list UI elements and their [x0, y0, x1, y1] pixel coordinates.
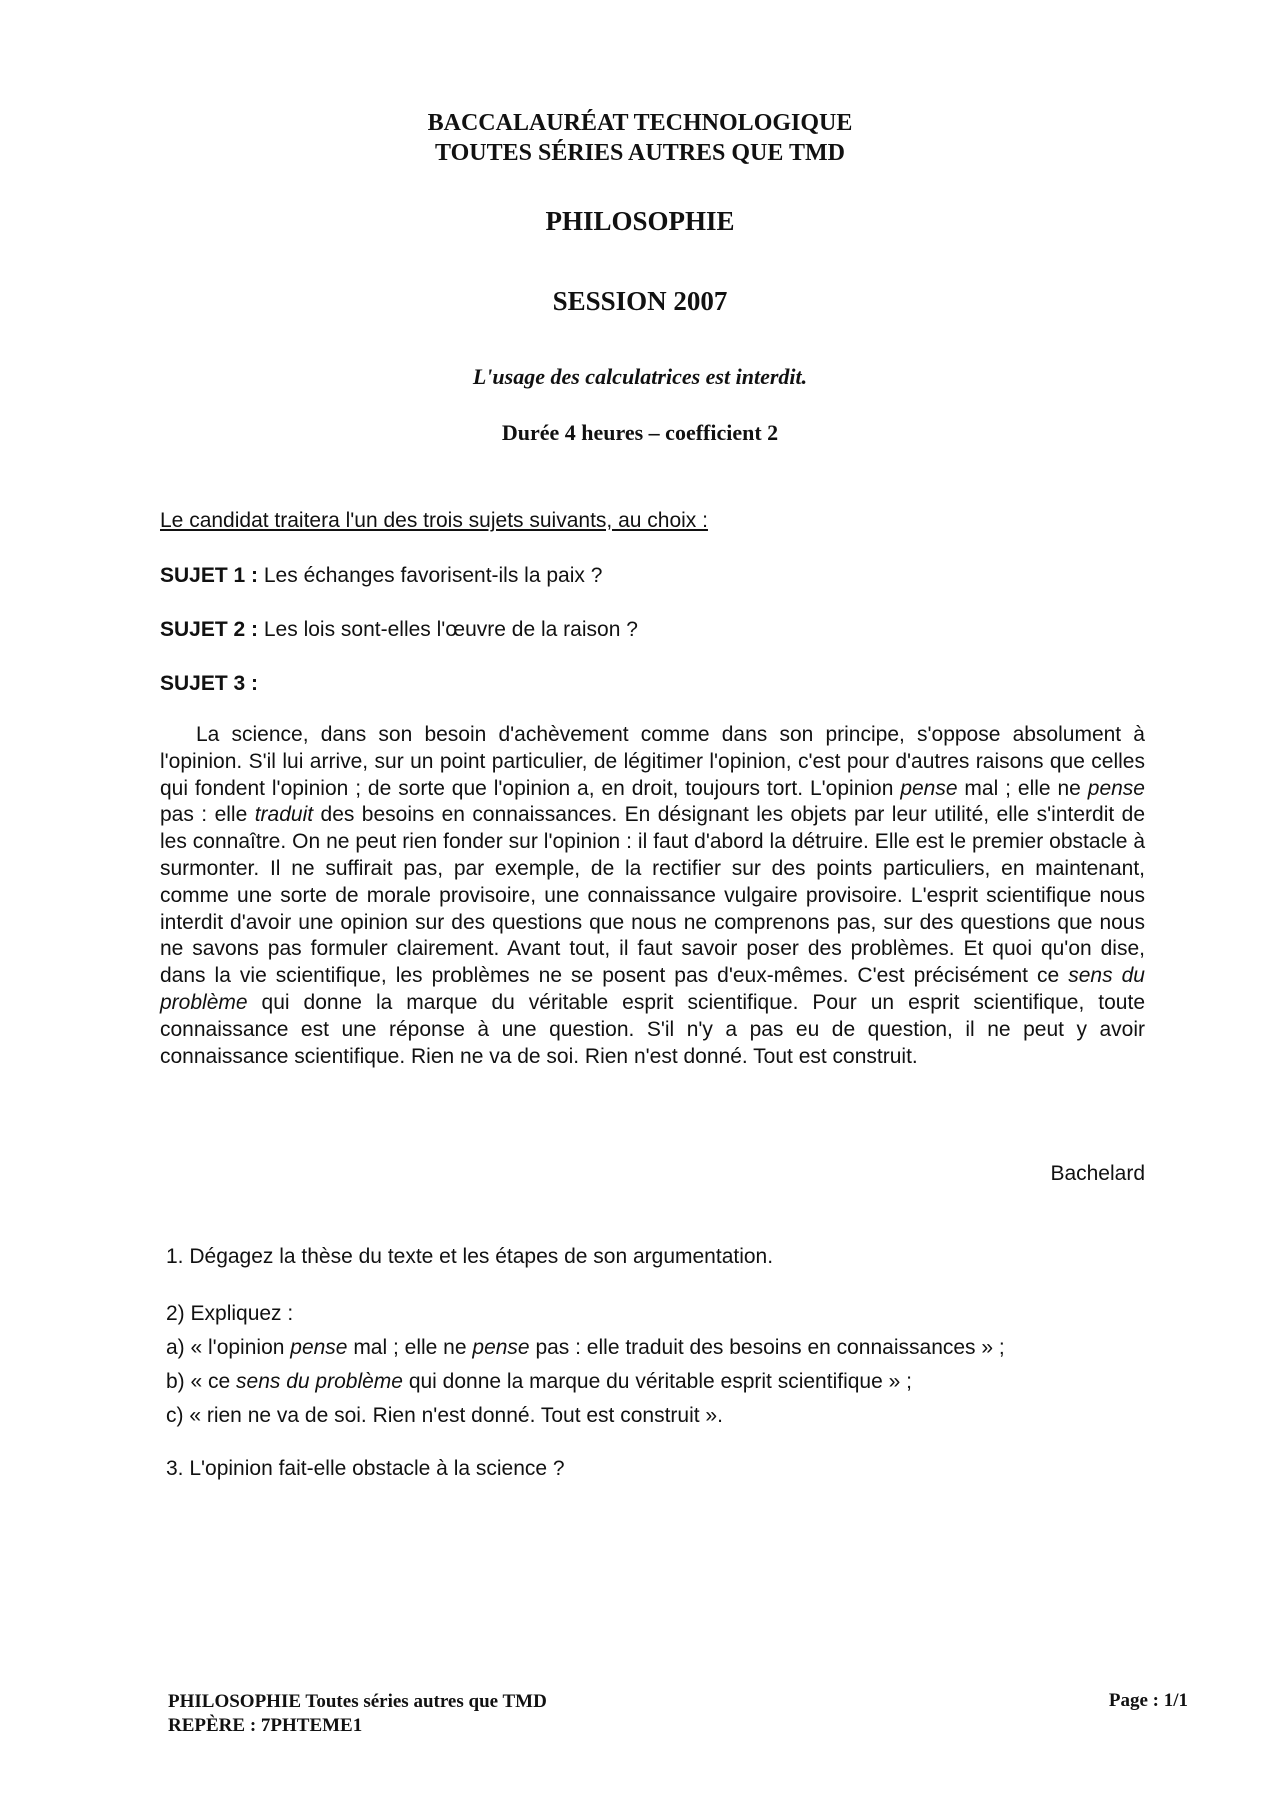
question-2c: c) « rien ne va de soi. Rien n'est donné. Tout est construit ».	[166, 1404, 723, 1427]
duration-line: Durée 4 heures – coefficient 2	[501, 420, 779, 445]
page-number: Page : 1/1	[1108, 1690, 1188, 1711]
sujet-text: Les lois sont-elles l'œuvre de la raison ?	[263, 618, 638, 641]
question-1: 1. Dégagez la thèse du texte et les étapes de son argumentation.	[166, 1245, 774, 1268]
calculator-note: L'usage des calculatrices est interdit.	[472, 364, 808, 389]
subject-heading: PHILOSOPHIE	[545, 206, 735, 236]
question-text: qui donne la marque du véritable esprit scientifique » ;	[402, 1370, 912, 1393]
question-emphasis: pense	[290, 1336, 348, 1359]
question-text: a) « l'opinion	[166, 1336, 291, 1359]
question-text: b) « ce	[166, 1370, 237, 1393]
bachelard-passage	[160, 722, 1145, 1070]
question-text: pas : elle traduit des besoins en connaissances » ;	[529, 1336, 1005, 1359]
passage-text: La science, dans son besoin d'achèvement comme dans son principe, s'oppose absolument à l'opinion. S'il lui arrive, sur un point particulier, de légitimer l'opinion, c'est pour d'autres raisons que celles qui fondent l'opinion ; de sorte que l'opinion a, en droit, toujours tort. L'opinion	[160, 723, 1145, 800]
instruction: Le candidat traitera l'un des trois sujets suivants, au choix :	[160, 509, 708, 532]
sujet-separator: :	[245, 618, 264, 641]
passage-author: Bachelard	[1050, 1162, 1145, 1185]
title-line-2: TOUTES SÉRIES AUTRES QUE TMD	[435, 140, 845, 166]
sujet-1	[160, 564, 602, 588]
sujet-label: SUJET 3	[160, 672, 246, 695]
question-emphasis: pense	[472, 1336, 530, 1359]
sujet-3	[160, 672, 258, 696]
sujet-label: SUJET 1	[160, 564, 246, 587]
exam-title	[0, 108, 1280, 168]
passage-text: des besoins en connaissances. En désignant les objets par leur utilité, elle s'interdit de les connaître. On ne peut rien fonder sur l'opinion : il faut d'abord la détruire. Elle est le premier obstacle à surmonter. Il ne suffirait pas, par exemple, de la rectifier sur des points particuliers, en maintenant, comme une sorte de morale provisoire, une connaissance vulgaire provisoire. L'esprit scientifique nous interdit d'avoir une opinion sur des questions que nous ne comprenons pas, sur des questions que nous ne savons pas formuler clairement. Avant tout, il faut savoir poser des problèmes. Et quoi qu'on dise, dans la vie scientifique, les problèmes ne se posent pas d'eux-mêmes. C'est précisément ce	[160, 803, 1146, 988]
sujet-separator: :	[245, 672, 259, 695]
question-2b	[166, 1370, 912, 1394]
sujet-label: SUJET 2	[160, 618, 246, 641]
passage-emphasis: traduit	[254, 803, 314, 827]
footer-subject: PHILOSOPHIE Toutes séries autres que TMD	[168, 1691, 547, 1712]
passage-text: qui donne la marque du véritable esprit scientifique. Pour un esprit scientifique, toute connaissance est une réponse à une question. S'il n'y a pas eu de question, il ne peut y avoir connaissance scientifique. Rien ne va de soi. Rien n'est donné. Tout est construit.	[160, 990, 1145, 1068]
passage-text: mal ; elle ne	[957, 776, 1088, 800]
sujet-2	[160, 618, 638, 642]
passage-emphasis: pense	[900, 776, 958, 800]
passage-emphasis: sens du problème	[160, 964, 1145, 1014]
question-text: mal ; elle ne	[347, 1336, 473, 1359]
sujet-text: Les échanges favorisent-ils la paix ?	[263, 564, 603, 587]
title-line-1: BACCALAURÉAT TECHNOLOGIQUE	[427, 110, 853, 136]
sujet-separator: :	[245, 564, 264, 587]
question-emphasis: sens du problème	[236, 1370, 403, 1393]
question-2a	[166, 1336, 1005, 1360]
footer-reference: REPÈRE : 7PHTEME1	[168, 1715, 363, 1736]
passage-text: pas : elle	[160, 803, 255, 827]
question-2: 2) Expliquez :	[166, 1302, 294, 1325]
footer-info	[168, 1690, 547, 1738]
question-3: 3. L'opinion fait-elle obstacle à la science ?	[166, 1457, 565, 1480]
session-heading: SESSION 2007	[552, 286, 728, 316]
passage-emphasis: pense	[1087, 776, 1145, 800]
